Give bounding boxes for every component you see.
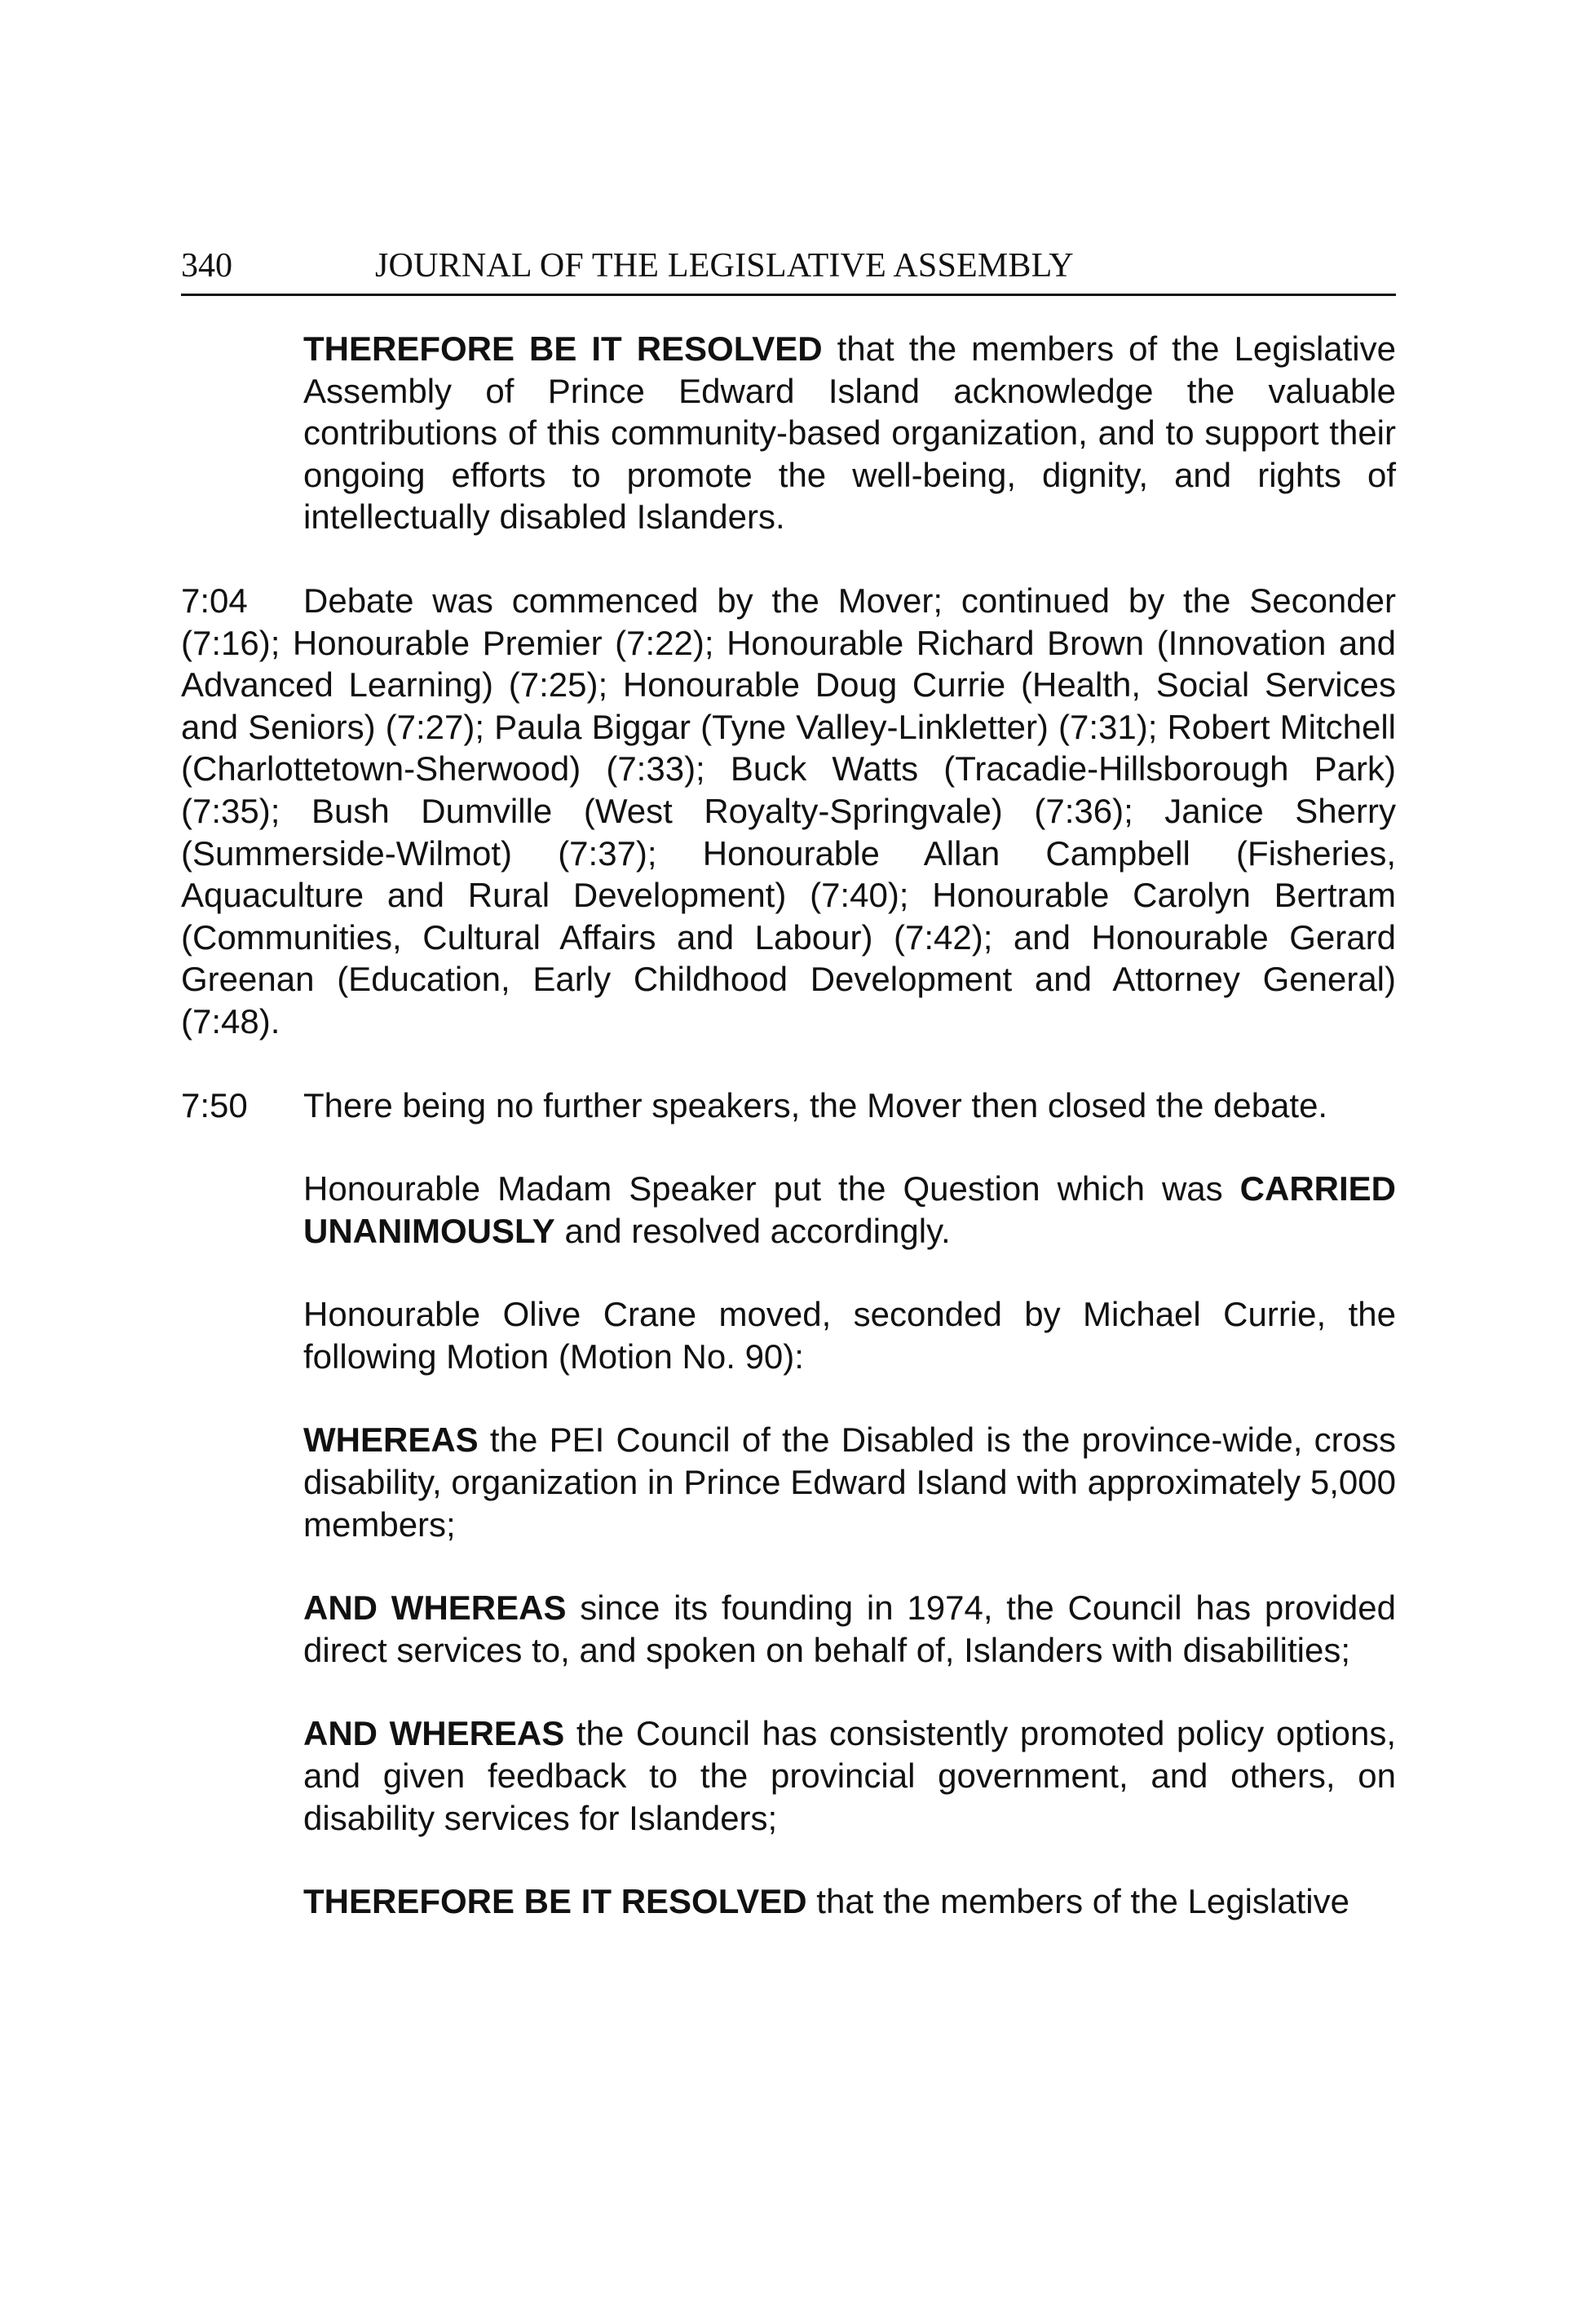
whereas-paragraph-2 (303, 1587, 1396, 1671)
whereas-paragraph-1 (303, 1419, 1396, 1545)
resolution-text-2: that the members of the Legislative (806, 1882, 1349, 1921)
resolved-heading: THEREFORE BE IT RESOLVED (303, 329, 823, 368)
whereas-text-1: the PEI Council of the Disabled is the province-wide, cross disability, organization in Prince Edward Island with approximately 5,000 members; (303, 1420, 1396, 1544)
closing-time: 7:50 (181, 1085, 248, 1124)
motion-intro-paragraph (303, 1293, 1396, 1377)
whereas-heading-1: WHEREAS (303, 1420, 479, 1460)
carried-unanimously: CARRIED UNANIMOUSLY (303, 1169, 1396, 1250)
resolution-paragraph-2 (303, 1880, 1396, 1923)
question-paragraph (303, 1168, 1396, 1252)
resolution-text: that the members of the Legislative Assembly of Prince Edward Island acknowledge the valuable contributions of this community-based organization, and to support their ongoing efforts to promote the well-being, dignity, and rights of intellectually disabled Islanders. (303, 329, 1396, 537)
page-header (181, 241, 1396, 296)
whereas-heading-3: AND WHEREAS (303, 1714, 565, 1753)
whereas-text-2: since its founding in 1974, the Council has provided direct services to, and spoken on behalf of, Islanders with disabilities; (303, 1588, 1396, 1669)
whereas-paragraph-3 (303, 1712, 1396, 1839)
debate-text: Debate was commenced by the Mover; continued by the Seconder (7:16); Honourable Premier (7:22); Honourable Richard Brown (Innovation and Advanced Learning) (7:25); Honourable Doug Currie (Health, Social Services and Seniors) (7:27); Paula Biggar (Tyne Valley-Linkletter) (7:31); Robert Mitchell (Charlottetown-Sherwood) (7:33); Buck Watts (Tracadie-Hillsborough Park) (7:35); Bush Dumville (West Royalty-Springvale) (7:36); Janice Sherry (Summerside-Wilmot) (7:37); Honourable Allan Campbell (Fisheries, Aquaculture and Rural Development) (7:40); Honourable Carolyn Bertram (Communities, Cultural Affairs and Labour) (7:42); and Honourable Gerard Greenan (Education, Early Childhood Development and Attorney General) (7:48). (181, 581, 1396, 1040)
debate-time: 7:04 (181, 581, 248, 620)
journal-body (181, 328, 1396, 1923)
motion-intro-text: Honourable Olive Crane moved, seconded by Michael Currie, the following Motion (Motion No. 90): (303, 1295, 1396, 1376)
page-number: 340 (181, 247, 232, 285)
resolution-paragraph (303, 328, 1396, 538)
closing-text: There being no further speakers, the Mover then closed the debate. (303, 1085, 1328, 1124)
resolved-heading-2: THEREFORE BE IT RESOLVED (303, 1882, 807, 1921)
whereas-heading-2: AND WHEREAS (303, 1588, 567, 1628)
question-text-before: Honourable Madam Speaker put the Question which was (303, 1169, 1240, 1208)
whereas-text-3: the Council has consistently promoted policy options, and given feedback to the provincial government, and others, on disability services for Islanders; (303, 1714, 1397, 1837)
journal-title: JOURNAL OF THE LEGISLATIVE ASSEMBLY (375, 247, 1074, 285)
closing-paragraph (181, 1085, 1396, 1127)
debate-paragraph (181, 580, 1396, 1043)
question-text-after: and resolved accordingly. (554, 1211, 951, 1250)
